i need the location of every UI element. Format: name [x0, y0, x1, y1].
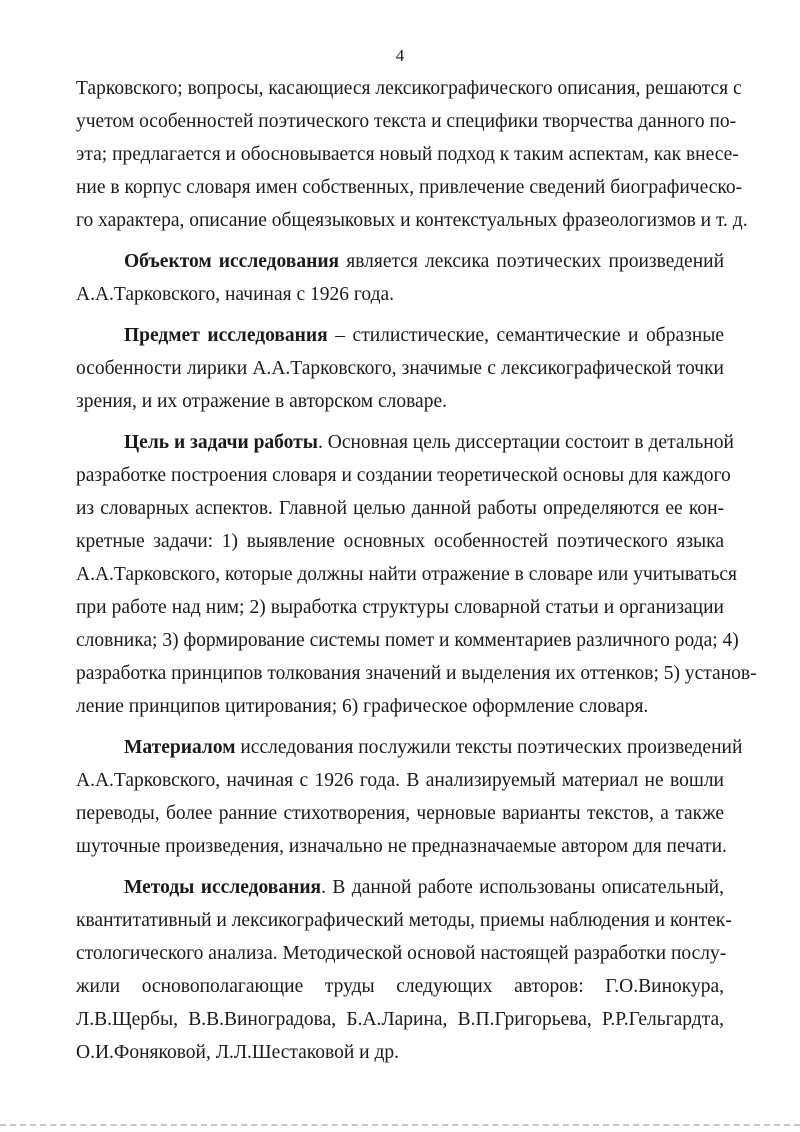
paragraph-object	[76, 245, 724, 311]
text-line	[76, 245, 724, 278]
paragraph-goals	[76, 426, 757, 723]
text-line: ление принципов цитирования; 6) графическое оформление словаря.	[76, 696, 649, 717]
text-line	[76, 731, 743, 764]
paragraph-lead: Методы исследования	[124, 877, 322, 898]
page-number: 4	[395, 46, 405, 65]
text-line: ние в корпус словаря имен собственных, привлечение сведений биографическо-	[76, 177, 743, 198]
text-line: жили основополагающие труды следующих авторов: Г.О.Винокура,	[76, 976, 724, 997]
text-line	[76, 426, 734, 459]
text-line	[76, 871, 724, 904]
paragraph-lead: Материалом	[124, 737, 236, 758]
text-line: стологического анализа. Методической основой настоящей разработки послу-	[76, 943, 727, 964]
text-span: . Основная цель диссертации состоит в детальной	[317, 432, 734, 453]
text-line: Л.В.Щербы, В.В.Виноградова, Б.А.Ларина, В.П.Григорьева, Р.Р.Гельгардта,	[76, 1009, 724, 1030]
text-line: словника; 3) формирование системы помет и комментариев различного рода; 4)	[76, 630, 739, 651]
paragraph-lead: Цель и задачи работы	[124, 432, 318, 453]
text-line: при работе над ним; 2) выработка структуры словарной статьи и организации	[76, 597, 724, 618]
text-span: . В данной работе использованы описательный,	[321, 877, 724, 898]
text-line: зрения, и их отражение в авторском словаре.	[76, 391, 447, 412]
text-line: А.А.Тарковского, начиная с 1926 года. В анализируемый материал не вошли	[76, 770, 724, 791]
scan-edge-divider	[0, 1124, 800, 1126]
paragraph-subject	[76, 319, 724, 418]
paragraph-lead: Объектом исследования	[124, 251, 340, 272]
paragraph-lead: Предмет исследования	[124, 325, 328, 346]
text-span: является лексика поэтических произведений	[346, 251, 724, 272]
text-line: кретные задачи: 1) выявление основных особенностей поэтического языка	[76, 531, 724, 552]
text-line: го характера, описание общеязыковых и контекстуальных фразеологизмов и т. д.	[76, 210, 748, 231]
text-line: эта; предлагается и обосновывается новый подход к таким аспектам, как внесе-	[76, 144, 739, 165]
text-line: квантитативный и лексикографический методы, приемы наблюдения и контек-	[76, 910, 732, 931]
text-line: разработке построения словаря и создании теоретической основы для каждого	[76, 465, 731, 486]
text-line: О.И.Фоняковой, Л.Л.Шестаковой и др.	[76, 1042, 400, 1063]
text-line: из словарных аспектов. Главной целью данной работы определяются ее кон-	[76, 498, 724, 519]
paragraph-material	[76, 731, 743, 863]
document-body	[76, 72, 757, 1069]
text-line: А.А.Тарковского, которые должны найти отражение в словаре или учитываться	[76, 564, 738, 585]
text-line: учетом особенностей поэтического текста и специфики творчества данного по-	[76, 111, 737, 132]
paragraph-continuation	[76, 72, 748, 237]
text-line	[76, 319, 724, 352]
text-line: Тарковского; вопросы, касающиеся лексикографического описания, решаются с	[76, 78, 742, 99]
text-line: переводы, более ранние стихотворения, черновые варианты текстов, а также	[76, 803, 724, 824]
text-line: разработка принципов толкования значений и выделения их оттенков; 5) установ-	[76, 663, 757, 684]
text-line: шуточные произведения, изначально не предназначаемые автором для печати.	[76, 836, 727, 857]
text-span: – стилистические, семантические и образные	[335, 325, 725, 346]
text-span: исследования послужили тексты поэтических произведений	[240, 737, 743, 758]
text-line: А.А.Тарковского, начиная с 1926 года.	[76, 284, 395, 305]
text-line: особенности лирики А.А.Тарковского, значимые с лексикографической точки	[76, 358, 724, 379]
paragraph-methods	[76, 871, 732, 1069]
